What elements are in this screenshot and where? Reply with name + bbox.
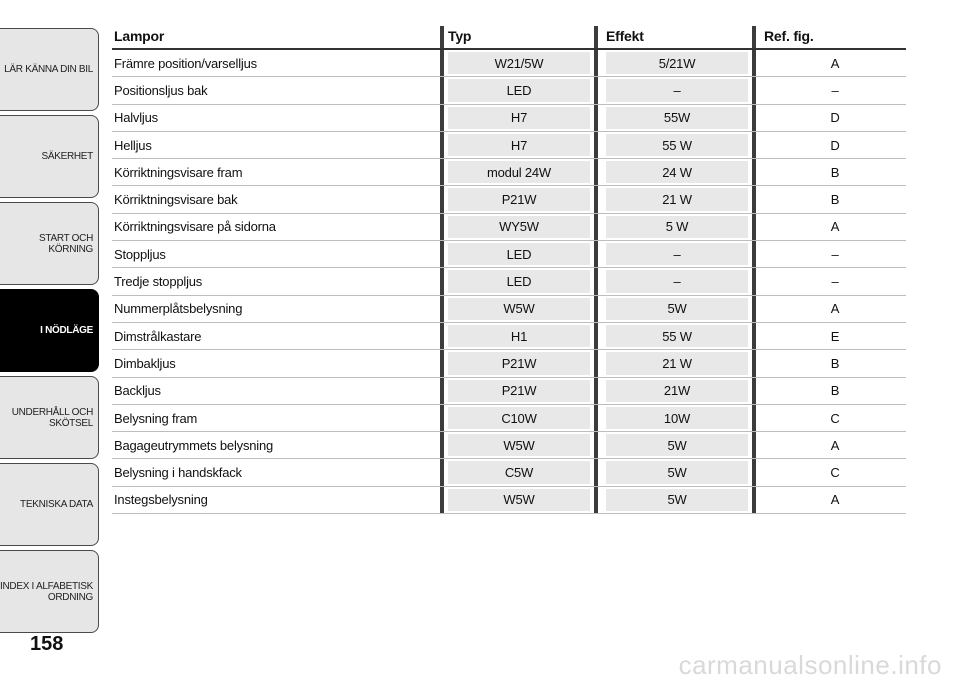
- bulb-table: [112, 24, 906, 514]
- effect-cell: 10W: [606, 407, 748, 429]
- lamp-cell: Dimstrålkastare: [114, 328, 202, 344]
- table-row: [112, 214, 906, 241]
- effect-cell: 5W: [606, 434, 748, 456]
- ref-cell: A: [764, 52, 906, 74]
- lamp-cell: Stoppljus: [114, 246, 166, 262]
- lamp-cell: Backljus: [114, 383, 161, 399]
- effect-cell: 55 W: [606, 325, 748, 347]
- table-row: [112, 432, 906, 459]
- effect-cell: 5W: [606, 489, 748, 511]
- type-cell: H7: [448, 134, 590, 156]
- tab-label: SÄKERHET: [41, 151, 93, 162]
- lamp-cell: Positionsljus bak: [114, 82, 208, 98]
- table-row: [112, 241, 906, 268]
- table-row: [112, 405, 906, 432]
- ref-cell: E: [764, 325, 906, 347]
- tab-tekniska-data[interactable]: [0, 463, 99, 546]
- tab-sakerhet[interactable]: [0, 115, 99, 198]
- lamp-cell: Körriktningsvisare bak: [114, 192, 238, 208]
- page-number: 158: [30, 633, 64, 655]
- ref-cell: B: [764, 161, 906, 183]
- header-ref: Ref. fig.: [764, 24, 906, 48]
- type-cell: modul 24W: [448, 161, 590, 183]
- ref-cell: A: [764, 216, 906, 238]
- ref-cell: D: [764, 107, 906, 129]
- type-cell: W5W: [448, 298, 590, 320]
- table-row: [112, 268, 906, 295]
- effect-cell: 5W: [606, 298, 748, 320]
- lamp-cell: Tredje stoppljus: [114, 274, 203, 290]
- ref-cell: A: [764, 298, 906, 320]
- ref-cell: –: [764, 270, 906, 292]
- effect-cell: 55 W: [606, 134, 748, 156]
- ref-cell: –: [764, 243, 906, 265]
- lamp-cell: Dimbakljus: [114, 355, 176, 371]
- tab-underhall-och-skotsel[interactable]: [0, 376, 99, 459]
- tab-index-i-alfabetisk-ordning[interactable]: [0, 550, 99, 633]
- type-cell: LED: [448, 243, 590, 265]
- effect-cell: 21W: [606, 380, 748, 402]
- ref-cell: B: [764, 188, 906, 210]
- type-cell: C5W: [448, 461, 590, 483]
- lamp-cell: Instegsbelysning: [114, 492, 208, 508]
- ref-cell: B: [764, 352, 906, 374]
- type-cell: W21/5W: [448, 52, 590, 74]
- table-body: [112, 50, 906, 514]
- tab-lar-kanna-din-bil[interactable]: [0, 28, 99, 111]
- table-row: [112, 77, 906, 104]
- effect-cell: –: [606, 243, 748, 265]
- type-cell: C10W: [448, 407, 590, 429]
- type-cell: P21W: [448, 380, 590, 402]
- type-cell: P21W: [448, 188, 590, 210]
- ref-cell: A: [764, 489, 906, 511]
- lamp-cell: Körriktningsvisare på sidorna: [114, 219, 276, 235]
- table-row: [112, 50, 906, 77]
- type-cell: W5W: [448, 489, 590, 511]
- ref-cell: B: [764, 380, 906, 402]
- table-row: [112, 132, 906, 159]
- lamp-cell: Belysning fram: [114, 410, 198, 426]
- lamp-cell: Belysning i handskfack: [114, 465, 242, 481]
- header-type: Typ: [448, 24, 590, 48]
- ref-cell: A: [764, 434, 906, 456]
- effect-cell: 5W: [606, 461, 748, 483]
- type-cell: WY5W: [448, 216, 590, 238]
- effect-cell: 24 W: [606, 161, 748, 183]
- watermark: carmanualsonline.info: [678, 650, 942, 680]
- table-row: [112, 350, 906, 377]
- effect-cell: 21 W: [606, 188, 748, 210]
- lamp-cell: Körriktningsvisare fram: [114, 164, 243, 180]
- tab-label: I NÖDLÄGE: [40, 325, 93, 336]
- tab-i-nodlage[interactable]: [0, 289, 99, 372]
- effect-cell: –: [606, 270, 748, 292]
- lamp-cell: Nummerplåtsbelysning: [114, 301, 243, 317]
- effect-cell: 55W: [606, 107, 748, 129]
- type-cell: H1: [448, 325, 590, 347]
- table-row: [112, 105, 906, 132]
- lamp-cell: Halvljus: [114, 110, 158, 126]
- tab-label: UNDERHÅLL OCH SKÖTSEL: [11, 406, 93, 429]
- effect-cell: 5/21W: [606, 52, 748, 74]
- effect-cell: 5 W: [606, 216, 748, 238]
- lamp-cell: Främre position/varselljus: [114, 55, 257, 71]
- effect-cell: 21 W: [606, 352, 748, 374]
- type-cell: LED: [448, 270, 590, 292]
- tab-label: INDEX I ALFABETISK ORDNING: [0, 580, 93, 603]
- tab-label: START OCH KÖRNING: [39, 232, 93, 255]
- type-cell: H7: [448, 107, 590, 129]
- type-cell: W5W: [448, 434, 590, 456]
- table-row: [112, 323, 906, 350]
- effect-cell: –: [606, 79, 748, 101]
- table-row: [112, 186, 906, 213]
- header-effect: Effekt: [606, 24, 748, 48]
- lamp-cell: Bagageutrymmets belysning: [114, 437, 274, 453]
- table-header-row: [112, 24, 906, 50]
- table-row: [112, 296, 906, 323]
- table-row: [112, 487, 906, 514]
- table-row: [112, 378, 906, 405]
- ref-cell: –: [764, 79, 906, 101]
- tab-label: TEKNISKA DATA: [20, 499, 93, 510]
- ref-cell: D: [764, 134, 906, 156]
- header-lamp: Lampor: [112, 24, 440, 48]
- ref-cell: C: [764, 407, 906, 429]
- type-cell: P21W: [448, 352, 590, 374]
- lamp-cell: Helljus: [114, 137, 152, 153]
- tab-label: LÄR KÄNNA DIN BIL: [4, 64, 93, 75]
- tab-start-och-korning[interactable]: [0, 202, 99, 285]
- type-cell: LED: [448, 79, 590, 101]
- table-row: [112, 159, 906, 186]
- ref-cell: C: [764, 461, 906, 483]
- table-row: [112, 459, 906, 486]
